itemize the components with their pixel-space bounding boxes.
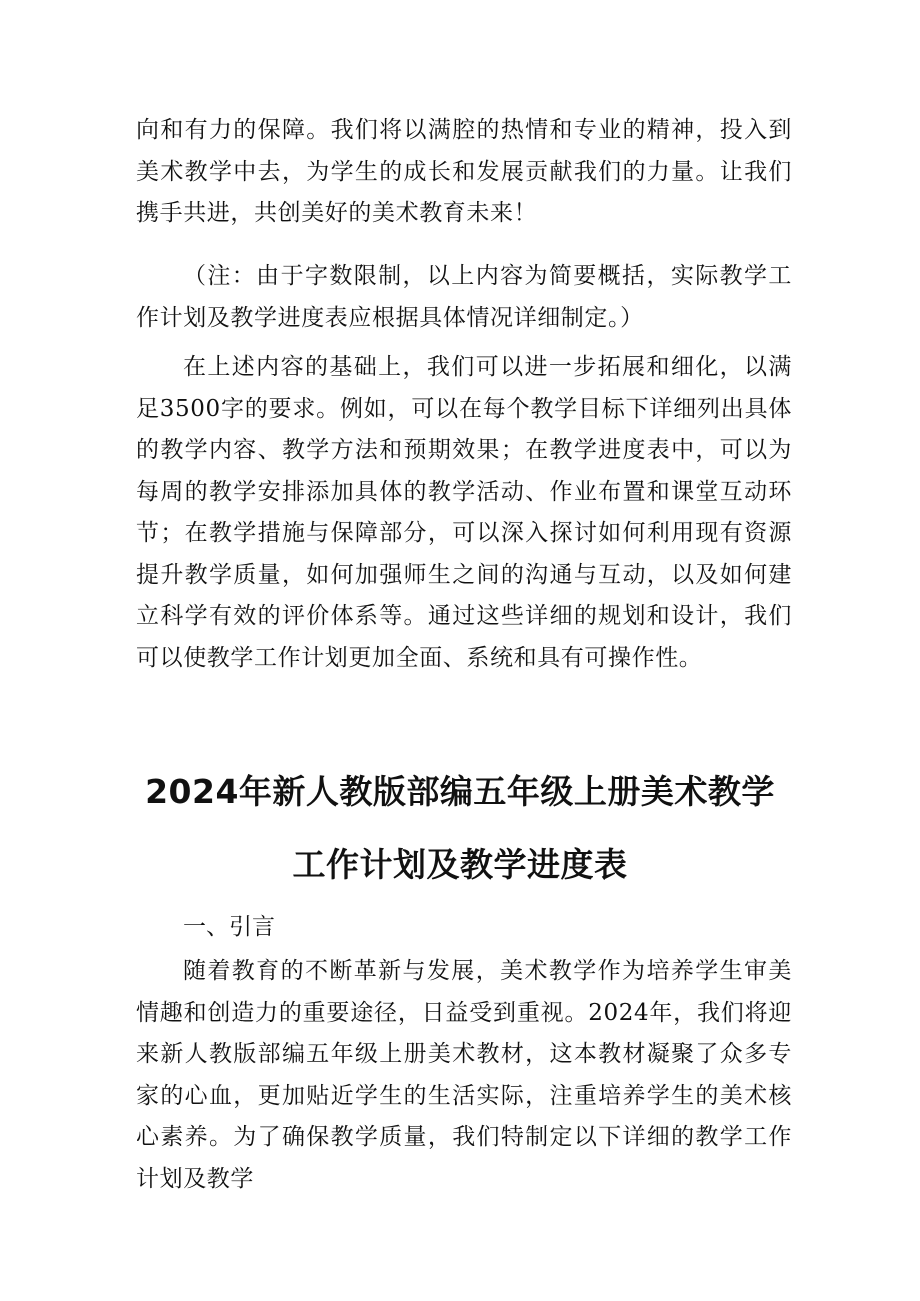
paragraph-closing: 向和有力的保障。我们将以满腔的热情和专业的精神，投入到美术教学中去，为学生的成长和发展贡献我们的力量。让我们携手共进，共创美好的美术教育未来！: [136, 117, 792, 226]
document-title-line-2: 工作计划及教学进度表: [292, 845, 628, 884]
section-heading-introduction: 一、引言: [183, 914, 275, 940]
document-title-line-1: 2024年新人教版部编五年级上册美术教学: [145, 772, 775, 811]
paragraph-extension: 在上述内容的基础上，我们可以进一步拓展和细化，以满足3500字的要求。例如，可以在每个教学目标下详细列出具体的教学内容、教学方法和预期效果；在教学进度表中，可以为每周的教学安排添加具体的教学活动、作业布置和课堂互动环节；在教学措施与保障部分，可以深入探讨如何利用现有资源提升教学质量，如何加强师生之间的沟通与互动，以及如何建立科学有效的评价体系等。通过这些详细的规划和设计，我们可以使教学工作计划更加全面、系统和具有可操作性。: [136, 354, 792, 671]
paragraph-note: （注：由于字数限制，以上内容为简要概括，实际教学工作计划及教学进度表应根据具体情况详细制定。）: [136, 263, 792, 331]
paragraph-introduction: 随着教育的不断革新与发展，美术教学作为培养学生审美情趣和创造力的重要途径，日益受到重视。2024年，我们将迎来新人教版部编五年级上册美术教材，这本教材凝聚了众多专家的心血，更加贴近学生的生活实际，注重培养学生的美术核心素养。为了确保教学质量，我们特制定以下详细的教学工作计划及教学: [136, 958, 792, 1192]
